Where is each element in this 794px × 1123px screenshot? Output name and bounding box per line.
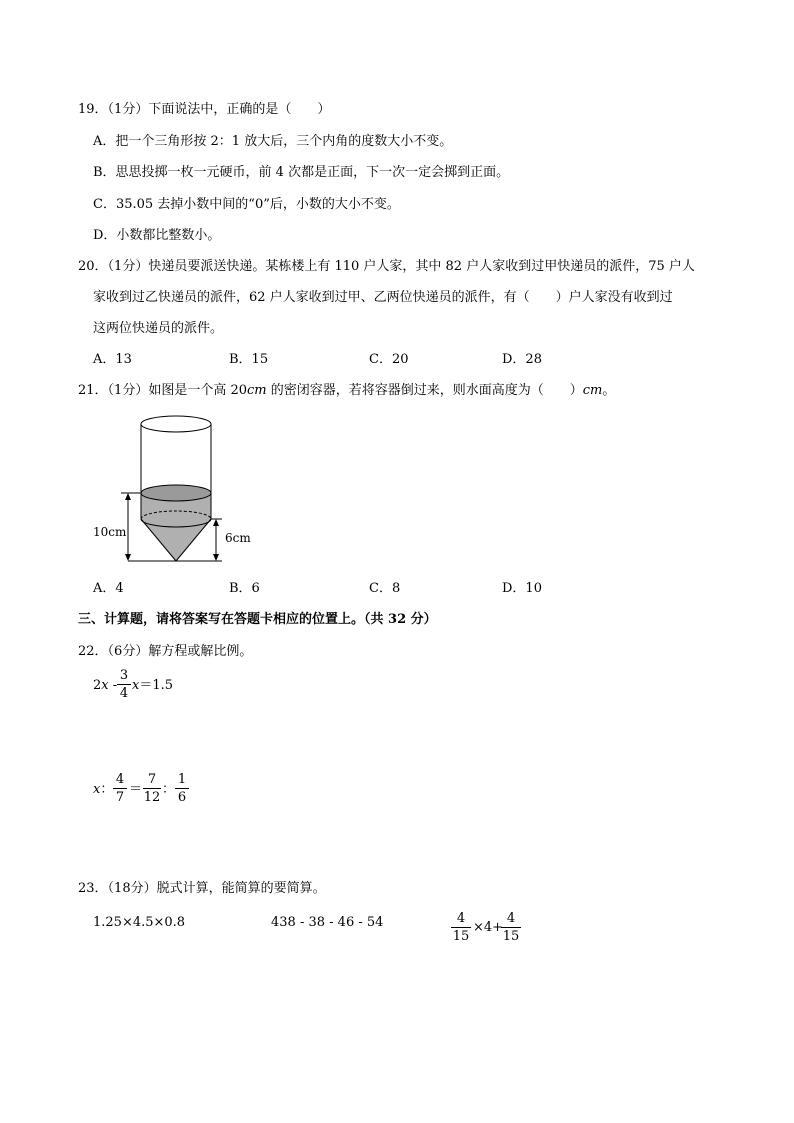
figure-label-6cm: 6cm	[225, 531, 251, 545]
q20-option-c[interactable]: C．20	[369, 352, 409, 367]
q21-stem	[78, 383, 615, 399]
q23-e3-fraction-2: 4 15	[502, 911, 520, 944]
figure-label-10cm: 10cm	[93, 525, 127, 539]
q23-stem: 23．（18分）脱式计算，能简算的要简算。	[78, 881, 326, 896]
q22-eq2-fraction-3: 1 6	[174, 772, 190, 805]
q20-option-b[interactable]: B．15	[229, 352, 269, 367]
q19-option-b[interactable]: B．思思投掷一枚一元硬币，前 4 次都是正面，下一次一定会掷到正面。	[93, 165, 510, 180]
q21-stem-end: 。	[602, 383, 616, 398]
water-surface	[141, 485, 211, 501]
q23-expression-2: 438 - 38 - 46 - 54	[271, 915, 384, 930]
q22-eq2-colon: ：	[162, 782, 176, 797]
q21-option-b[interactable]: B．6	[229, 581, 260, 596]
q19-option-a[interactable]: A．把一个三角形按 2：1 放大后，三个内角的度数大小不变。	[93, 134, 453, 149]
q23-expression-1: 1.25×4.5×0.8	[93, 915, 186, 930]
q23-e3-middle: ×4+	[473, 920, 504, 935]
q19-stem: 19．（1分）下面说法中，正确的是（ ）	[78, 102, 331, 117]
q22-eq1-left: 2x -	[93, 678, 118, 693]
q21-option-d[interactable]: D．10	[502, 581, 542, 596]
q21-unit-end: cm	[582, 383, 603, 398]
q20-line-1: 20．（1分）快递员要派送快递。某栋楼上有 110 户人家，其中 82 户人家收到过甲快递员的派件，75 户人	[78, 259, 695, 274]
q21-stem-a: 21．（1分）如图是一个高 20	[78, 383, 247, 398]
top-ellipse	[141, 416, 211, 432]
q22-eq2-var: x：	[93, 782, 114, 797]
q19-option-c[interactable]: C．35.05 去掉小数中间的“0”后，小数的大小不变。	[93, 197, 400, 212]
q22-eq1-fraction: 3 4	[116, 668, 132, 701]
section-3-heading: 三、计算题，请将答案写在答题卡相应的位置上。（共 32 分）	[78, 612, 437, 627]
q22-eq2-equals: ＝	[129, 782, 143, 797]
q22-eq2-fraction-2: 7 12	[143, 772, 161, 805]
q23-e3-fraction-1: 4 15	[452, 911, 470, 944]
q20-line-2: 家收到过乙快递员的派件，62 户人家收到过甲、乙两位快递员的派件，有（ ）户人家没有收到过	[93, 290, 673, 305]
q22-eq2-fraction-1: 4 7	[112, 772, 128, 805]
q21-option-a[interactable]: A．4	[93, 581, 124, 596]
q22-eq1-right: x＝1.5	[132, 678, 174, 693]
q22-stem: 22．（6分）解方程或解比例。	[78, 644, 253, 659]
q20-line-3: 这两位快递员的派件。	[93, 321, 224, 336]
q21-unit: cm	[247, 383, 267, 398]
q19-option-d[interactable]: D．小数都比整数小。	[93, 228, 221, 243]
q21-option-c[interactable]: C．8	[369, 581, 401, 596]
q20-option-d[interactable]: D．28	[502, 352, 542, 367]
q21-stem-b: 的密闭容器，若将容器倒过来，则水面高度为（ ）	[266, 383, 583, 398]
q20-option-a[interactable]: A．13	[93, 352, 132, 367]
